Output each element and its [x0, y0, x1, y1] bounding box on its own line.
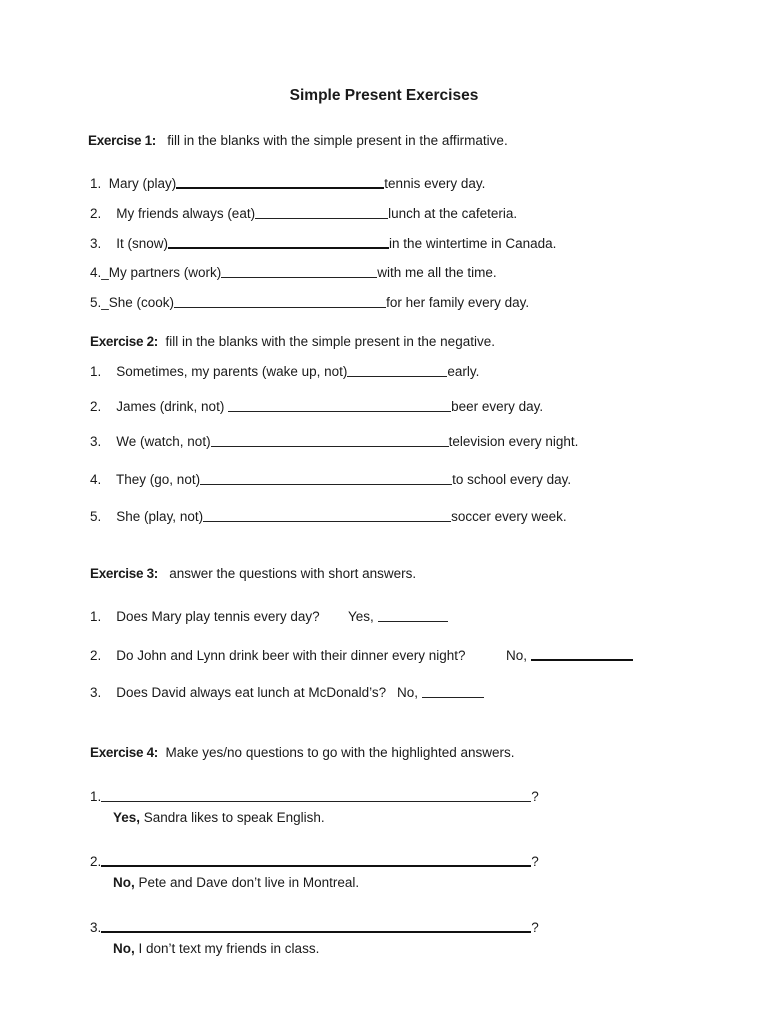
exercise-1-label: Exercise 1: — [88, 133, 157, 148]
exercise-2-item-2 — [90, 399, 543, 414]
item-rest: lunch at the cafeteria. — [388, 206, 518, 221]
item-question: Do John and Lynn drink beer with their dinner every night? — [116, 648, 466, 663]
exercise-4-instruction: Make yes/no questions to go with the highlighted answers. — [165, 745, 515, 760]
item-prompt: Mary (play) — [108, 176, 177, 191]
exercise-4-heading — [90, 745, 515, 760]
exercise-3-item-2 — [90, 648, 466, 663]
item-prompt: _My partners (work) — [101, 265, 222, 280]
exercise-4-item-1 — [90, 789, 539, 804]
answer-text: Sandra likes to speak English. — [140, 810, 325, 825]
exercise-4-label: Exercise 4: — [90, 745, 159, 760]
exercise-1-item-3 — [90, 236, 556, 251]
exercise-3-answer-1 — [348, 609, 448, 624]
exercise-3-answer-3 — [397, 685, 484, 700]
item-number: 3. — [90, 920, 102, 935]
answer-blank[interactable] — [200, 483, 452, 485]
exercise-4-answer-3 — [113, 941, 319, 956]
exercise-1-item-2 — [90, 206, 517, 221]
answer-prefix: No, — [506, 648, 531, 663]
answer-blank[interactable] — [176, 186, 384, 189]
page-title: Simple Present Exercises — [289, 87, 479, 104]
answer-keyword: No, — [113, 875, 135, 890]
item-number: 2. — [90, 399, 102, 414]
answer-keyword: No, — [113, 941, 135, 956]
exercise-2-item-3 — [90, 434, 578, 449]
item-rest: early. — [447, 364, 480, 379]
item-number: 2. — [90, 206, 102, 221]
item-number: 2. — [90, 854, 102, 869]
answer-blank[interactable] — [422, 696, 484, 698]
exercise-4-item-2 — [90, 854, 539, 869]
exercise-2-item-4 — [90, 472, 571, 487]
exercise-1-item-5 — [90, 295, 529, 310]
item-prompt: My friends always (eat) — [116, 206, 256, 221]
exercise-2-item-1 — [90, 364, 479, 379]
exercise-4-answer-1 — [113, 810, 325, 825]
answer-blank[interactable] — [174, 306, 386, 308]
answer-blank[interactable] — [211, 445, 449, 447]
answer-blank[interactable] — [255, 217, 388, 219]
question-mark: ? — [531, 920, 539, 935]
exercise-3-label: Exercise 3: — [90, 566, 159, 581]
item-rest: beer every day. — [451, 399, 544, 414]
item-number: 3. — [90, 236, 102, 251]
exercise-2-label: Exercise 2: — [90, 334, 159, 349]
answer-blank[interactable] — [531, 658, 633, 661]
exercise-4-item-3 — [90, 920, 539, 935]
item-rest: with me all the time. — [377, 265, 497, 280]
answer-text: I don’t text my friends in class. — [134, 941, 320, 956]
exercise-3-item-1 — [90, 609, 320, 624]
item-rest: to school every day. — [452, 472, 572, 487]
item-number: 1. — [90, 176, 102, 191]
exercise-3-instruction: answer the questions with short answers. — [169, 566, 417, 581]
item-number: 5. — [90, 509, 102, 524]
item-rest: soccer every week. — [451, 509, 567, 524]
item-prompt: They (go, not) — [116, 472, 201, 487]
answer-blank[interactable] — [221, 276, 377, 278]
answer-blank[interactable] — [168, 246, 389, 249]
item-question: Does David always eat lunch at McDonald’s? — [116, 685, 387, 700]
exercise-3-item-3 — [90, 685, 386, 700]
exercise-3-answer-2 — [506, 648, 633, 663]
question-blank[interactable] — [101, 864, 531, 867]
exercise-2-item-5 — [90, 509, 567, 524]
item-question: Does Mary play tennis every day? — [116, 609, 320, 624]
item-rest: in the wintertime in Canada. — [389, 236, 557, 251]
item-prompt: James (drink, not) — [116, 399, 229, 414]
exercise-1-instruction: fill in the blanks with the simple present in the affirmative. — [167, 133, 508, 148]
exercise-2-instruction: fill in the blanks with the simple present in the negative. — [165, 334, 495, 349]
exercise-1-item-4 — [90, 265, 497, 280]
answer-prefix: No, — [397, 685, 422, 700]
item-number: 5. — [90, 295, 102, 310]
item-prompt: Sometimes, my parents (wake up, not) — [116, 364, 348, 379]
answer-blank[interactable] — [228, 410, 451, 412]
question-blank[interactable] — [101, 930, 531, 933]
item-number: 1. — [90, 364, 102, 379]
item-number: 4. — [90, 472, 102, 487]
item-number: 2. — [90, 648, 102, 663]
question-blank[interactable] — [101, 800, 531, 802]
answer-text: Pete and Dave don’t live in Montreal. — [134, 875, 360, 890]
question-mark: ? — [531, 789, 539, 804]
exercise-4-answer-2 — [113, 875, 359, 890]
question-mark: ? — [531, 854, 539, 869]
item-prompt: It (snow) — [116, 236, 169, 251]
answer-keyword: Yes, — [113, 810, 141, 825]
exercise-1-heading — [88, 133, 508, 148]
item-number: 3. — [90, 434, 102, 449]
item-rest: for her family every day. — [386, 295, 530, 310]
item-number: 4. — [90, 265, 102, 280]
answer-blank[interactable] — [347, 375, 447, 377]
answer-blank[interactable] — [203, 520, 451, 522]
item-number: 1. — [90, 789, 102, 804]
exercise-2-heading — [90, 334, 495, 349]
item-prompt: She (play, not) — [116, 509, 204, 524]
exercise-1-item-1 — [90, 176, 485, 191]
item-number: 1. — [90, 609, 102, 624]
item-rest: television every night. — [448, 434, 579, 449]
answer-blank[interactable] — [378, 620, 448, 622]
item-number: 3. — [90, 685, 102, 700]
answer-prefix: Yes, — [348, 609, 378, 624]
item-rest: tennis every day. — [384, 176, 486, 191]
item-prompt: We (watch, not) — [116, 434, 211, 449]
exercise-3-heading — [90, 566, 416, 581]
item-prompt: _She (cook) — [101, 295, 175, 310]
